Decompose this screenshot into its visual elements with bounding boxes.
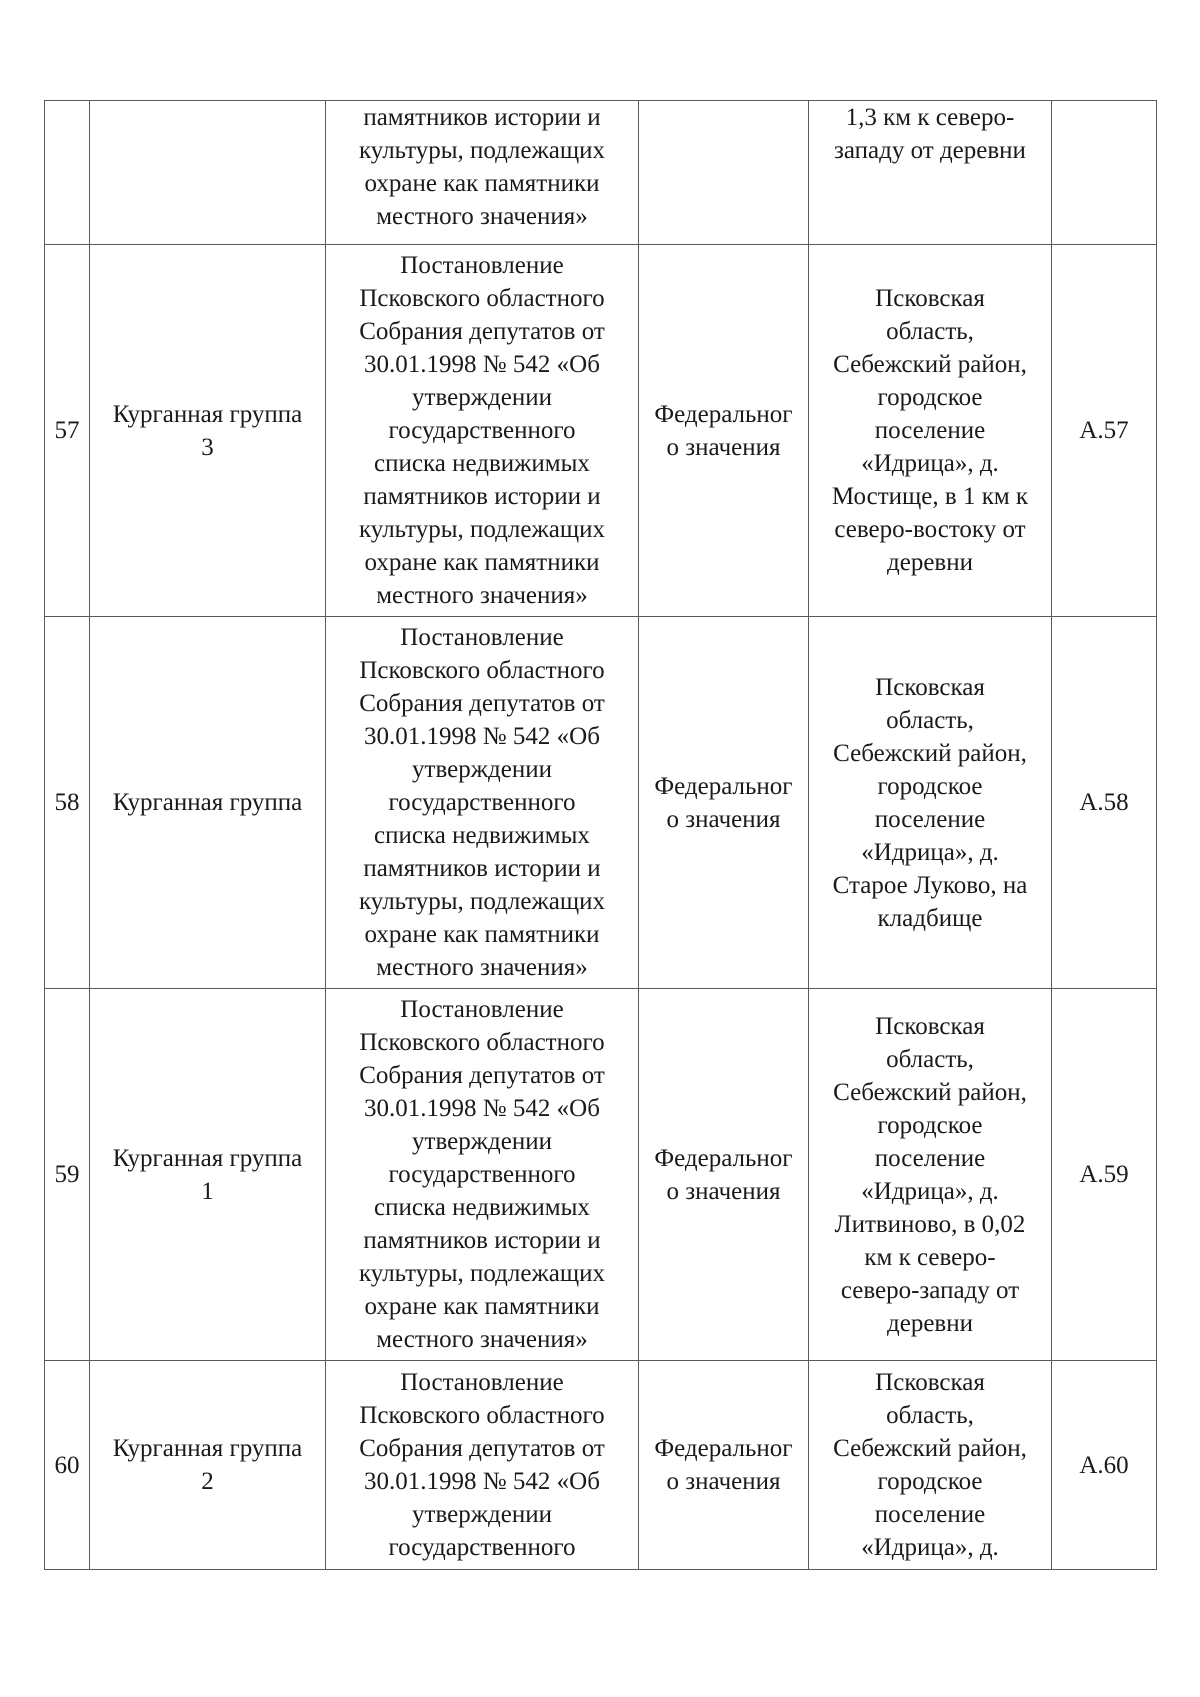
cell-number: 59 — [45, 989, 90, 1361]
table-row-continuation — [45, 101, 1157, 245]
cell-category: Федеральног о значения — [639, 1361, 809, 1570]
cell-code: А.60 — [1052, 1361, 1157, 1570]
cell-name — [90, 101, 326, 245]
table-row — [45, 245, 1157, 617]
document-page — [44, 100, 1157, 1570]
cell-number: 60 — [45, 1361, 90, 1570]
cell-name: Курганная группа 2 — [90, 1361, 326, 1570]
table-row — [45, 617, 1157, 989]
cell-location: Псковская область, Себежский район, городское поселение «Идрица», д. Старое Луково, на кладбище — [809, 617, 1052, 989]
table-row — [45, 989, 1157, 1361]
cell-code: А.58 — [1052, 617, 1157, 989]
cell-document: Постановление Псковского областного Собрания депутатов от 30.01.1998 № 542 «Об утверждении государственного списка недвижимых памятников истории и культуры, подлежащих охране как памятники местного значения» — [326, 617, 639, 989]
cell-location: 1,3 км к северо- западу от деревни — [809, 101, 1052, 245]
cell-document: Постановление Псковского областного Собрания депутатов от 30.01.1998 № 542 «Об утверждении государственного списка недвижимых памятников истории и культуры, подлежащих охране как памятники местного значения» — [326, 989, 639, 1361]
monuments-table — [44, 100, 1157, 1570]
cell-document: Постановление Псковского областного Собрания депутатов от 30.01.1998 № 542 «Об утверждении государственного — [326, 1361, 639, 1570]
table-row — [45, 1361, 1157, 1570]
cell-number: 58 — [45, 617, 90, 989]
cell-location: Псковская область, Себежский район, городское поселение «Идрица», д. Литвиново, в 0,02 км к северо- северо-западу от деревни — [809, 989, 1052, 1361]
cell-code: А.59 — [1052, 989, 1157, 1361]
cell-category: Федеральног о значения — [639, 245, 809, 617]
cell-location: Псковская область, Себежский район, городское поселение «Идрица», д. — [809, 1361, 1052, 1570]
cell-document: Постановление Псковского областного Собрания депутатов от 30.01.1998 № 542 «Об утверждении государственного списка недвижимых памятников истории и культуры, подлежащих охране как памятники местного значения» — [326, 245, 639, 617]
cell-name: Курганная группа — [90, 617, 326, 989]
cell-name: Курганная группа 3 — [90, 245, 326, 617]
cell-code: А.57 — [1052, 245, 1157, 617]
cell-name: Курганная группа 1 — [90, 989, 326, 1361]
cell-location: Псковская область, Себежский район, городское поселение «Идрица», д. Мостище, в 1 км к северо-востоку от деревни — [809, 245, 1052, 617]
cell-category: Федеральног о значения — [639, 989, 809, 1361]
cell-category — [639, 101, 809, 245]
cell-number: 57 — [45, 245, 90, 617]
cell-category: Федеральног о значения — [639, 617, 809, 989]
cell-number — [45, 101, 90, 245]
cell-code — [1052, 101, 1157, 245]
cell-document: памятников истории и культуры, подлежащих охране как памятники местного значения» — [326, 101, 639, 245]
